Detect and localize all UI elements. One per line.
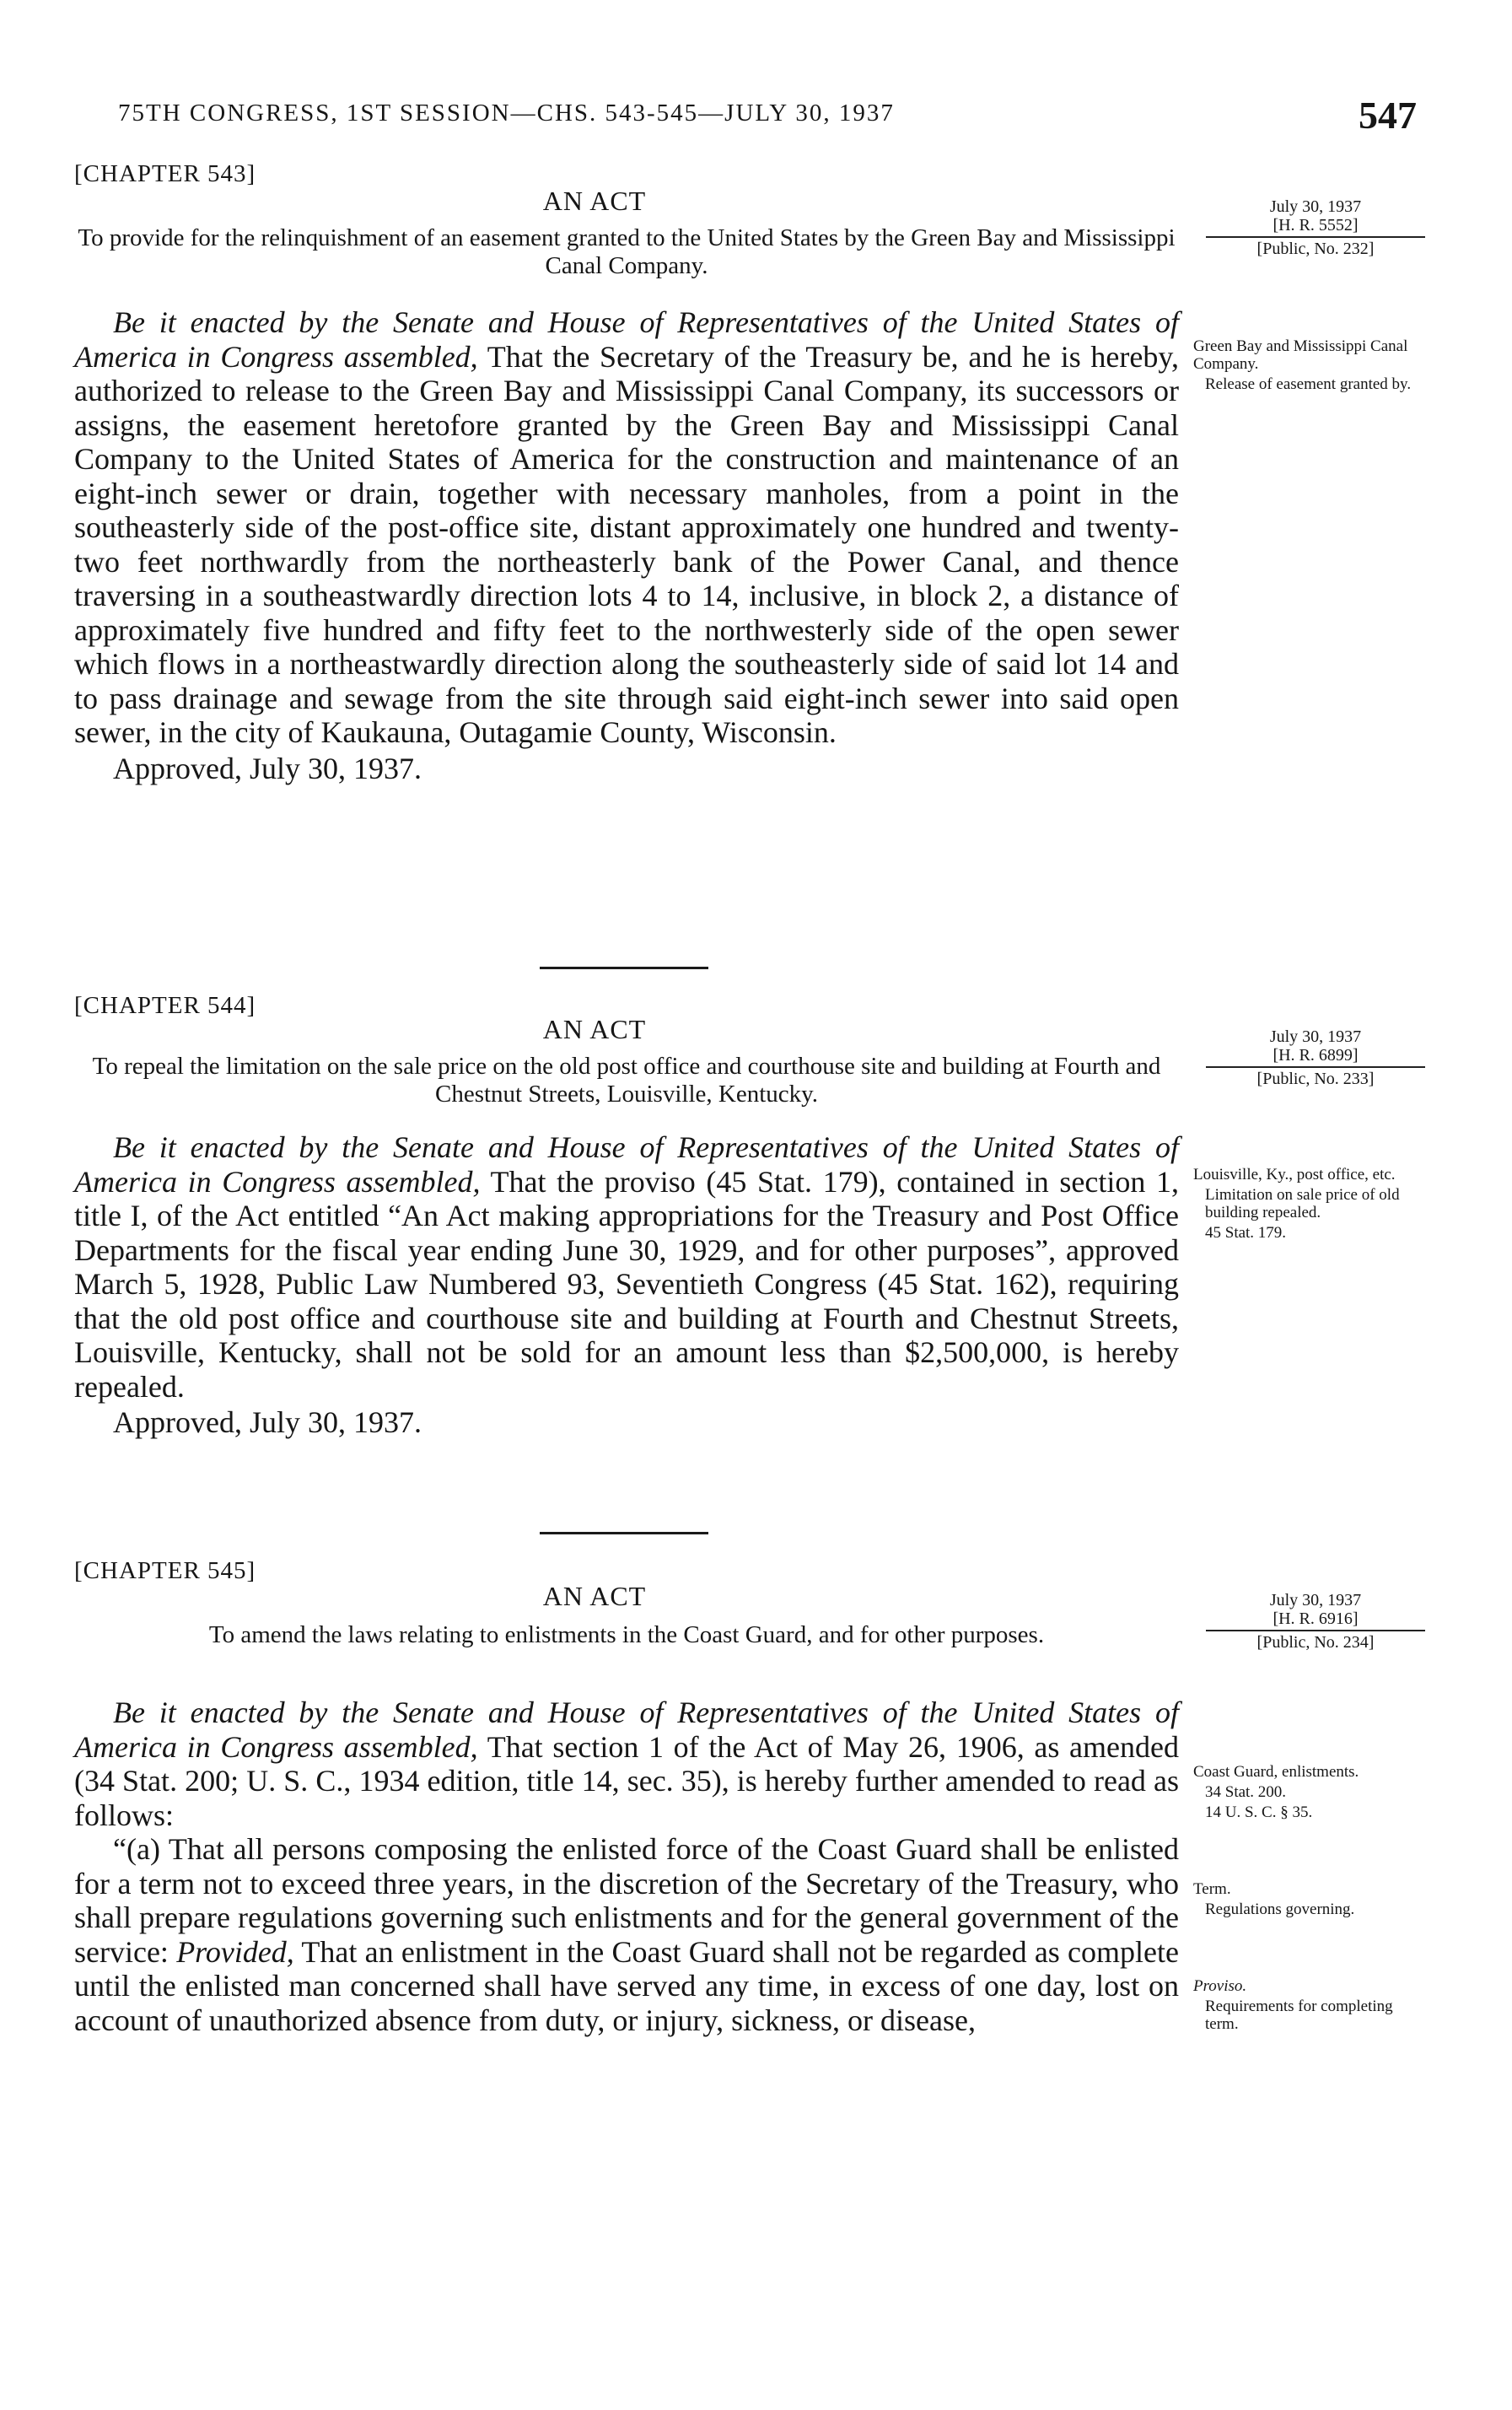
margin-note: Green Bay and Mississippi Canal Company. [1193,337,1408,373]
chapter-543-citation [1206,197,1425,258]
chapter-543-text: That the Secretary of the Treasury be, and he is hereby, authorized to release to the Green Bay and Mississippi Canal Company, its successors or assigns, the easement heretofore granted by the Green Bay and Mississippi Canal Company to the United States of America for the construction and maintenance of an eight-inch sewer or drain, together with necessary manholes, from a point in the southeasterly side of the post-office site, distant approximately one hundred and twenty-two feet northwardly from the northeasterly bank of the Power Canal, and thence traversing in a southeastwardly direction lots 4 to 14, inclusive, in block 2, a distance of approximately five hundred and fifty feet to the northwesterly side of the open sewer which flows in a northeastwardly direction along the southeasterly side of said lot 14 and to pass drainage and sewage from the site through said eight-inch sewer into said open sewer, in the city of Kaukauna, Outagamie County, Wisconsin. [74,339,1180,749]
margin-note: Coast Guard, enlistments. [1193,1763,1359,1781]
chapter-544-act-label: AN ACT [542,1014,647,1044]
divider-rule [540,1532,708,1534]
chapter-543-date: July 30, 1937 [1269,197,1362,216]
margin-note: 34 Stat. 200. [1205,1783,1287,1801]
chapter-545-text: That section 1 of the Act of May 26, 1906, as amended (34 Stat. 200; U. S. C., 1934 edition, title 14, sec. 35), is hereby further amended to read as follows: [74,1729,1179,1832]
chapter-545-margin-notes [1193,1763,1429,2035]
chapter-543-public-no: [Public, No. 232] [1256,240,1375,258]
chapter-544-public-no: [Public, No. 233] [1256,1070,1375,1088]
chapter-545-public-no: [Public, No. 234] [1256,1633,1375,1652]
margin-note: Release of easement granted by. [1205,375,1412,393]
chapter-545-bill: [H. R. 6916] [1206,1609,1425,1631]
chapter-543-label: [CHAPTER 543] [74,160,256,187]
chapter-543-act-label: AN ACT [542,186,647,216]
chapter-545-body [74,1696,1179,2037]
chapter-544-text: That the proviso (45 Stat. 179), contained in section 1, title I, of the Act entitled “An Act making appropriations for the Treasury and Post Office Departments for the fiscal year ending June 30, 1929, and for other purposes”, approved March 5, 1928, Public Law Numbered 93, Seventieth Congress (45 Stat. 162), requiring that the old post office and courthouse site and building at Fourth and Chestnut Streets, Louisville, Kentucky, shall not be sold for an amount less than $2,500,000, is hereby repealed. [74,1164,1180,1404]
chapter-545-date: July 30, 1937 [1269,1591,1362,1609]
paragraph-a-end: That an enlistment in the Coast Guard shall not be regarded as complete until the enlisted man concerned shall have served any time, in excess of one day, lost on account of unauthorized absence from duty, or injury, sickness, or disease, [74,1934,1179,2037]
chapter-543-bill: [H. R. 5552] [1206,216,1425,238]
chapter-545-enacting-clause: Be it enacted by the Senate and House of Representatives of the United States of America in Congress assembled, [74,1696,1179,1764]
chapter-545-label: [CHAPTER 545] [74,1557,256,1584]
chapter-543-purpose: To provide for the relinquishment of an easement granted to the United States by the Green Bay and Mississippi Canal Company. [78,224,1176,279]
margin-note: 14 U. S. C. § 35. [1205,1803,1313,1821]
page-number: 547 [1359,94,1417,137]
running-head-title: 75TH CONGRESS, 1ST SESSION—CHS. 543-545—JULY 30, 1937 [118,100,895,127]
chapter-544-purpose: To repeal the limitation on the sale price on the old post office and courthouse site and building at Fourth and Chestnut Streets, Louisville, Kentucky. [92,1053,1161,1108]
chapter-543-body [74,305,1179,785]
chapter-544-date: July 30, 1937 [1269,1027,1362,1046]
chapter-544-margin-notes [1193,1166,1429,1244]
chapter-544-body [74,1130,1179,1440]
chapter-543-approved: Approved, July 30, 1937. [113,751,422,785]
chapter-543-margin-notes [1193,337,1429,396]
margin-note: Proviso. [1193,1977,1247,1995]
proviso-word: Provided, [176,1934,294,1969]
chapter-544-enacting-clause: Be it enacted by the Senate and House of Representatives of the United States of America in Congress assembled, [74,1130,1179,1199]
margin-note: 45 Stat. 179. [1205,1224,1287,1242]
chapter-543-enacting-clause: Be it enacted by the Senate and House of Representatives of the United States of America in Congress assembled, [74,305,1179,374]
chapter-545-act-label: AN ACT [542,1581,647,1611]
chapter-544-label: [CHAPTER 544] [74,992,256,1019]
divider-rule [540,967,708,969]
chapter-545-citation [1206,1591,1425,1652]
running-head [118,93,1417,135]
margin-note: Louisville, Ky., post office, etc. [1193,1166,1396,1183]
chapter-544-citation [1206,1027,1425,1088]
chapter-545-purpose: To amend the laws relating to enlistments in the Coast Guard, and for other purposes. [208,1621,1045,1648]
margin-note: Requirements for completing term. [1205,1998,1393,2033]
chapter-544-bill: [H. R. 6899] [1206,1046,1425,1068]
margin-note: Regulations governing. [1205,1901,1355,1918]
margin-note: Term. [1193,1880,1231,1898]
chapter-544-approved: Approved, July 30, 1937. [113,1405,422,1439]
paragraph-a-start: “(a) That all persons composing the enlisted force of the Coast Guard shall be enlisted for a term not to exceed three years, in the discretion of the Secretary of the Treasury, who shall prepare regulations governing such enlistments and for the general government of the service: [74,1832,1179,1969]
chapter-545-paragraph-a [74,1832,1179,2037]
margin-note: Limitation on sale price of old building repealed. [1205,1186,1400,1221]
